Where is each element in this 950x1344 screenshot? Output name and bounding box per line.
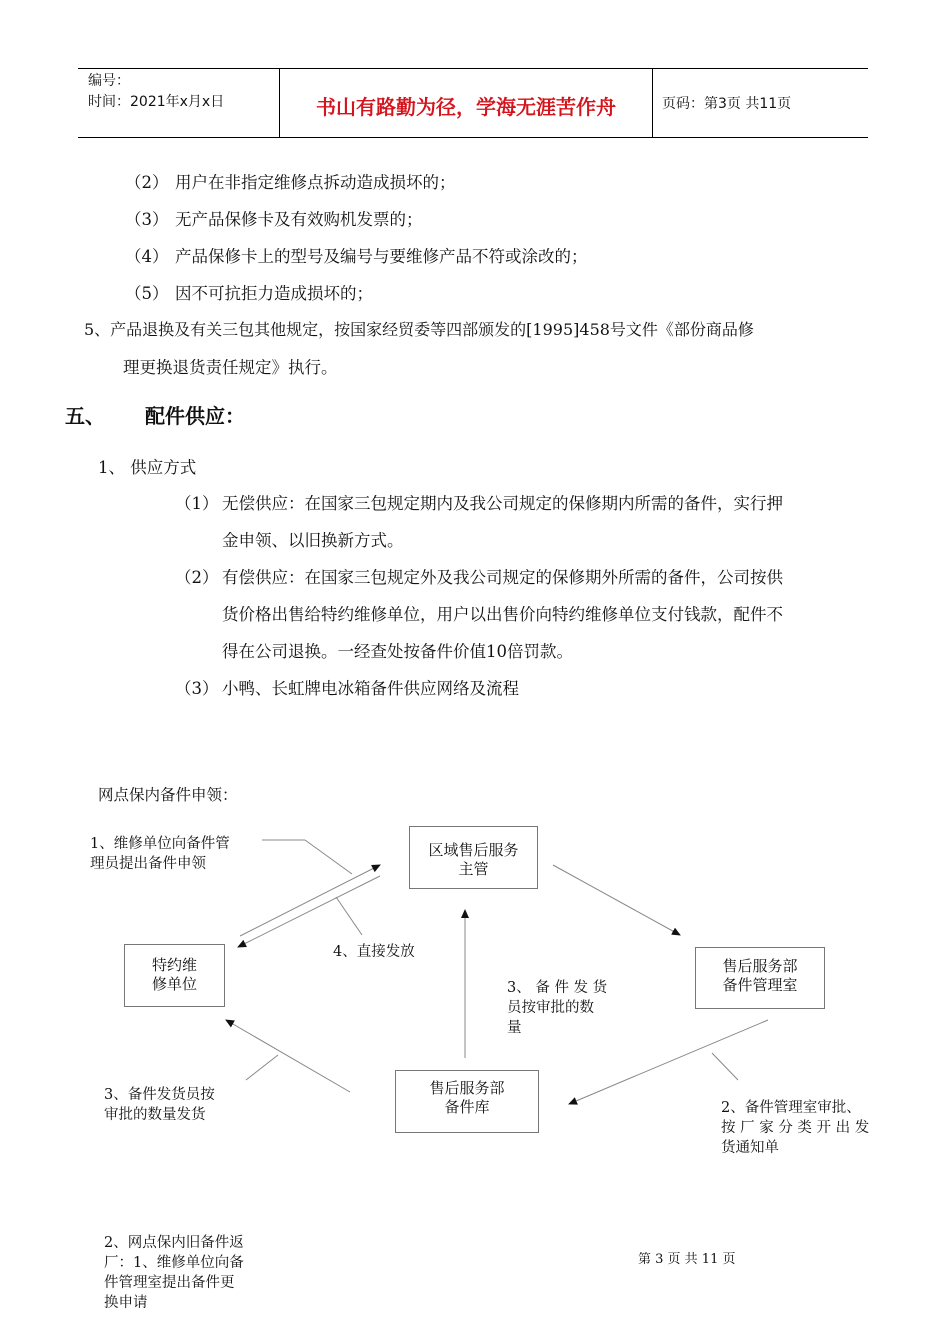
item-number: （4） [125,247,169,266]
box-label: 区域售后服务 [428,841,519,859]
supply-heading: 1、 供应方式 [98,458,197,477]
supply-item-text: 得在公司退换。一经查处按备件价值10倍罚款。 [222,642,573,661]
arrow-regional-to-mgmt [553,865,680,935]
note-line: 件管理室提出备件更 [104,1275,235,1291]
item-text: 因不可抗拒力造成损坏的； [175,284,373,303]
box-service-station [124,944,225,1007]
note-step2-right [721,1098,869,1158]
section-title: 配件供应： [145,404,245,428]
arrow-regional-to-station [238,876,380,947]
note-line: 2、网点保内旧备件返 [104,1235,244,1251]
box-regional-manager [409,826,538,889]
doc-date-label: 时间：2021年x月x日 [88,94,225,110]
note-step1 [90,834,230,874]
box-label: 修单位 [151,975,197,993]
arrow-station-to-regional [240,865,380,936]
arrow-warehouse-to-station [226,1020,350,1092]
item-text: 产品保修卡上的型号及编号与要维修产品不符或涂改的； [175,247,588,266]
note-line: 3、备件发货员按 [104,1087,215,1103]
item-text: 无产品保修卡及有效购机发票的； [175,210,423,229]
supply-item-text: 金申领、以旧换新方式。 [222,531,404,550]
box-label: 售后服务部 [722,957,798,975]
item5-line1: 5、产品退换及有关三包其他规定，按国家经贸委等四部颁发的[1995]458号文件《部份商品修 [84,320,754,339]
footer-page-number: 第 3 页 共 11 页 [638,1252,736,1267]
supply-item-number: （2） [175,568,219,587]
box-label: 售后服务部 [429,1079,505,1097]
supply-item-number: （1） [175,494,219,513]
note-line: 2、备件管理室审批、 [721,1100,861,1116]
box-label: 特约维 [151,956,197,974]
diagram-caption: 网点保内备件申领： [98,786,238,804]
leader-step1 [305,840,352,874]
box-label: 备件管理室 [722,976,798,994]
supply-item-text: 小鸭、长虹牌电冰箱备件供应网络及流程 [222,679,519,698]
note-line: 货通知单 [721,1140,779,1156]
item-number: （5） [125,284,169,303]
item5-line2: 理更换退货责任规定》执行。 [123,358,338,377]
note-line: 1、维修单位向备件管 [90,836,230,852]
doc-number-label: 编号： [88,73,130,89]
header-motto: 书山有路勤为径，学海无涯苦作舟 [316,95,616,119]
item-number: （3） [125,210,169,229]
note-line: 厂：1、维修单位向备 [104,1255,244,1271]
supply-item-text: 货价格出售给特约维修单位，用户以出售价向特约维修单位支付钱款，配件不 [222,605,783,624]
note-line: 审批的数量发货 [104,1107,206,1123]
box-parts-warehouse [395,1070,539,1133]
item-number: （2） [125,173,169,192]
note-line: 换申请 [104,1295,148,1311]
note-line: 3、 备 件 发 货 [507,980,608,996]
supply-item-number: （3） [175,679,219,698]
note-line: 理员提出备件申领 [90,856,206,872]
leader-step2-right [712,1053,738,1080]
note-line: 员按审批的数 [507,1000,594,1016]
section-number: 五、 [65,404,105,428]
box-parts-management [695,947,825,1009]
note-step3-left [104,1085,215,1125]
note-line: 按 厂 家 分 类 开 出 发 [721,1120,870,1136]
box-label: 主管 [458,860,489,878]
header-page-label: 页码：第3页 共11页 [662,96,792,112]
leader-step3-left [246,1055,278,1080]
note-step3-mid [507,978,608,1036]
box-label: 备件库 [444,1098,490,1116]
supply-item-text: 有偿供应：在国家三包规定外及我公司规定的保修期外所需的备件，公司按供 [222,568,783,587]
supply-item-text: 无偿供应：在国家三包规定期内及我公司规定的保修期内所需的备件，实行押 [222,494,783,513]
note-step4: 4、直接发放 [333,944,415,960]
note-line: 量 [507,1020,522,1036]
item-text: 用户在非指定维修点拆动造成损坏的； [175,173,456,192]
leader-step4 [336,897,362,935]
note-bottom [104,1233,244,1313]
